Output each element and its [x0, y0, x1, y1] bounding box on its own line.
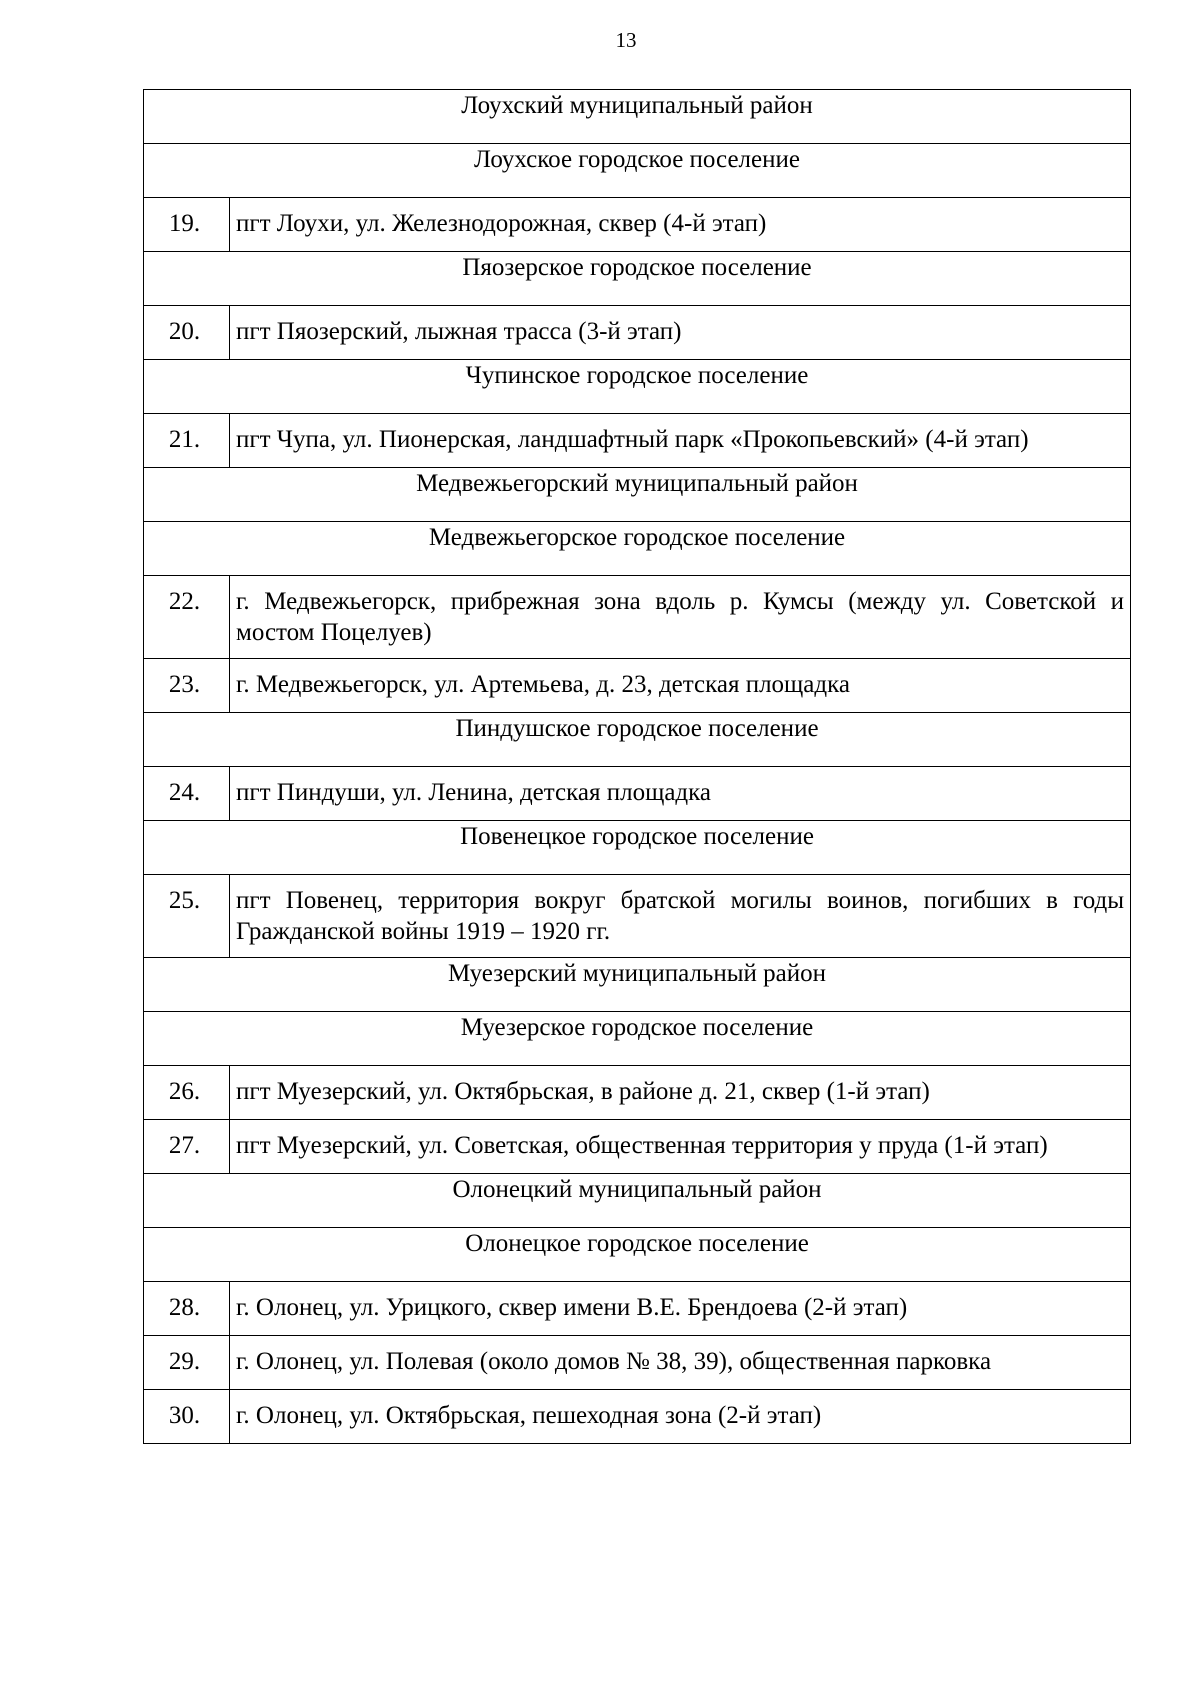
row-number: 27.	[144, 1120, 230, 1174]
section-header-row	[144, 1174, 1131, 1228]
section-header: Олонецкий муниципальный район	[144, 1174, 1131, 1228]
row-number: 28.	[144, 1282, 230, 1336]
table-row	[144, 1336, 1131, 1390]
row-description: г. Олонец, ул. Урицкого, сквер имени В.Е. Брендоева (2-й этап)	[230, 1282, 1131, 1336]
row-description: г. Медвежьегорск, прибрежная зона вдоль р. Кумсы (между ул. Советской и мостом Поцелуев)	[230, 576, 1131, 659]
table-row	[144, 875, 1131, 958]
section-header: Муезерское городское поселение	[144, 1012, 1131, 1066]
row-number: 30.	[144, 1390, 230, 1444]
section-header: Муезерский муниципальный район	[144, 958, 1131, 1012]
section-header-row	[144, 144, 1131, 198]
section-header-row	[144, 360, 1131, 414]
section-header-row	[144, 713, 1131, 767]
row-number: 22.	[144, 576, 230, 659]
section-header: Лоухский муниципальный район	[144, 90, 1131, 144]
section-header-row	[144, 252, 1131, 306]
row-number: 29.	[144, 1336, 230, 1390]
section-header-row	[144, 468, 1131, 522]
row-number: 23.	[144, 659, 230, 713]
section-header-row	[144, 958, 1131, 1012]
section-header: Чупинское городское поселение	[144, 360, 1131, 414]
row-number: 24.	[144, 767, 230, 821]
table-row	[144, 1066, 1131, 1120]
section-header: Пиндушское городское поселение	[144, 713, 1131, 767]
table-row	[144, 1390, 1131, 1444]
table-row	[144, 414, 1131, 468]
row-number: 21.	[144, 414, 230, 468]
row-description: г. Олонец, ул. Полевая (около домов № 38, 39), общественная парковка	[230, 1336, 1131, 1390]
row-number: 25.	[144, 875, 230, 958]
section-header-row	[144, 522, 1131, 576]
row-description: пгт Лоухи, ул. Железнодорожная, сквер (4-й этап)	[230, 198, 1131, 252]
row-number: 20.	[144, 306, 230, 360]
table-row	[144, 576, 1131, 659]
section-header: Лоухское городское поселение	[144, 144, 1131, 198]
table-row	[144, 659, 1131, 713]
table-row	[144, 1120, 1131, 1174]
section-header: Олонецкое городское поселение	[144, 1228, 1131, 1282]
row-description: пгт Пиндуши, ул. Ленина, детская площадка	[230, 767, 1131, 821]
section-header-row	[144, 1228, 1131, 1282]
objects-table	[143, 89, 1131, 1444]
row-description: г. Медвежьегорск, ул. Артемьева, д. 23, детская площадка	[230, 659, 1131, 713]
row-number: 19.	[144, 198, 230, 252]
row-description: г. Олонец, ул. Октябрьская, пешеходная зона (2-й этап)	[230, 1390, 1131, 1444]
table-row	[144, 767, 1131, 821]
table-body	[144, 90, 1131, 1444]
section-header-row	[144, 90, 1131, 144]
section-header-row	[144, 821, 1131, 875]
table-row	[144, 306, 1131, 360]
row-description: пгт Чупа, ул. Пионерская, ландшафтный парк «Прокопьевский» (4-й этап)	[230, 414, 1131, 468]
table-row	[144, 1282, 1131, 1336]
section-header: Пяозерское городское поселение	[144, 252, 1131, 306]
page-number: 13	[615, 28, 637, 52]
row-description: пгт Муезерский, ул. Советская, общественная территория у пруда (1-й этап)	[230, 1120, 1131, 1174]
row-description: пгт Пяозерский, лыжная трасса (3-й этап)	[230, 306, 1131, 360]
row-number: 26.	[144, 1066, 230, 1120]
section-header: Медвежьегорское городское поселение	[144, 522, 1131, 576]
section-header: Повенецкое городское поселение	[144, 821, 1131, 875]
table-row	[144, 198, 1131, 252]
section-header: Медвежьегорский муниципальный район	[144, 468, 1131, 522]
row-description: пгт Муезерский, ул. Октябрьская, в районе д. 21, сквер (1-й этап)	[230, 1066, 1131, 1120]
row-description: пгт Повенец, территория вокруг братской могилы воинов, погибших в годы Гражданской войны 1919 – 1920 гг.	[230, 875, 1131, 958]
section-header-row	[144, 1012, 1131, 1066]
